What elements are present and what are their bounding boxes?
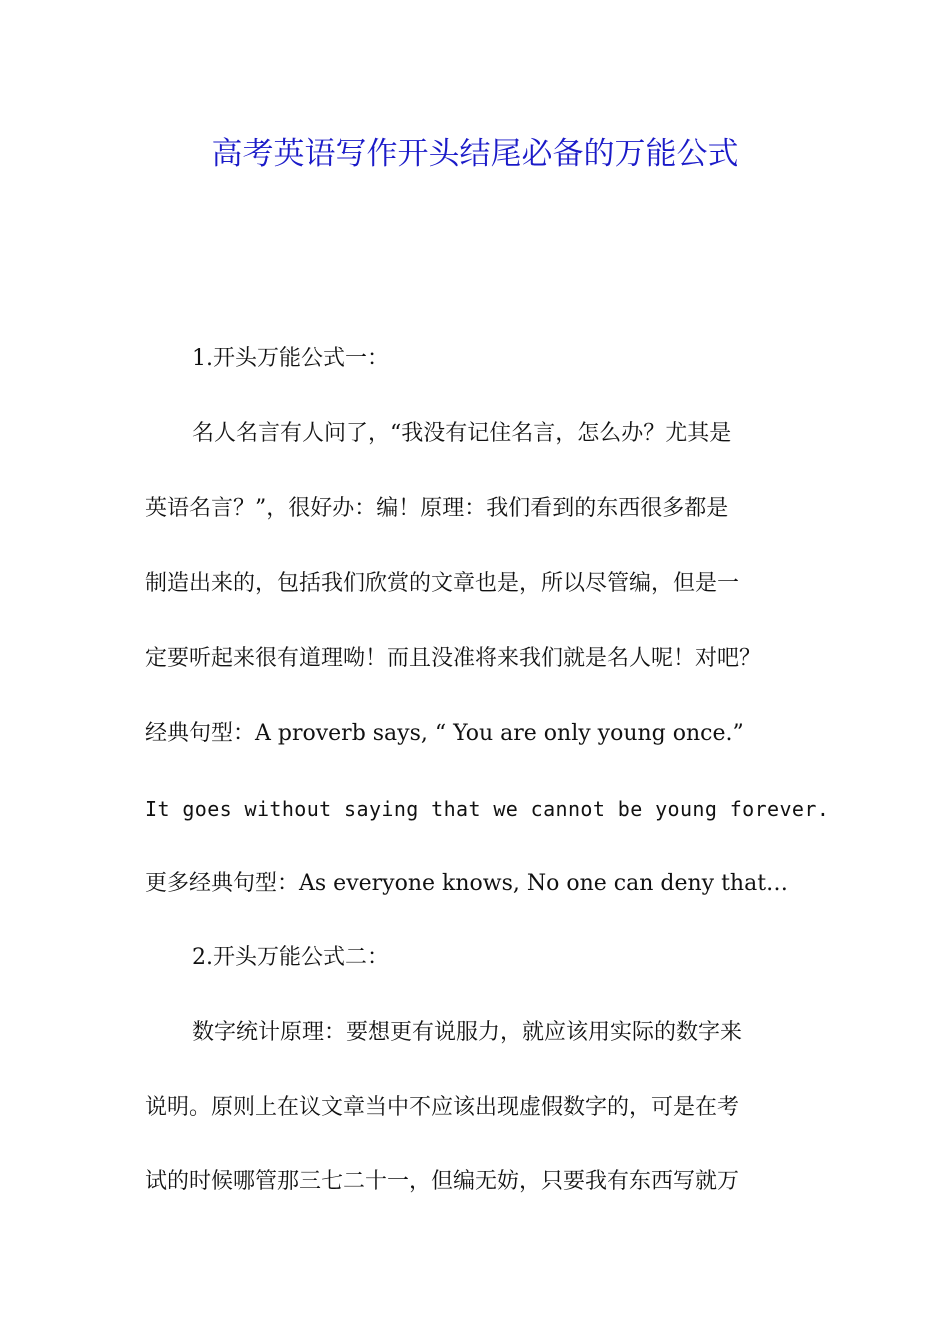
paragraph-line: 试的时候哪管那三七二十一，但编无妨，只要我有东西写就万 (145, 1169, 740, 1194)
paragraph-line: 名人名言有人问了，“我没有记住名言，怎么办？尤其是 (192, 421, 732, 446)
paragraph-line: It goes without saying that we cannot be young forever. (145, 797, 830, 821)
paragraph-line: 制造出来的，包括我们欣赏的文章也是，所以尽管编，但是一 (145, 571, 740, 596)
section-heading-1: 1.开头万能公式一： (192, 346, 389, 371)
paragraph-line: 定要听起来很有道理呦！而且没准将来我们就是名人呢！对吧？ (145, 646, 762, 671)
paragraph-line: 说明。原则上在议文章当中不应该出现虚假数字的，可是在考 (145, 1095, 740, 1120)
document-title: 高考英语写作开头结尾必备的万能公式 (211, 136, 739, 172)
paragraph-line: 经典句型：A proverb says, “ You are only young once.” (145, 721, 744, 746)
section-heading-2: 2.开头万能公式二： (192, 945, 389, 970)
paragraph-line: 英语名言？”，很好办：编！原理：我们看到的东西很多都是 (145, 496, 729, 521)
paragraph-line: 更多经典句型：As everyone knows, No one can deny that… (145, 871, 789, 896)
paragraph-line: 数字统计原理：要想更有说服力，就应该用实际的数字来 (192, 1020, 743, 1045)
